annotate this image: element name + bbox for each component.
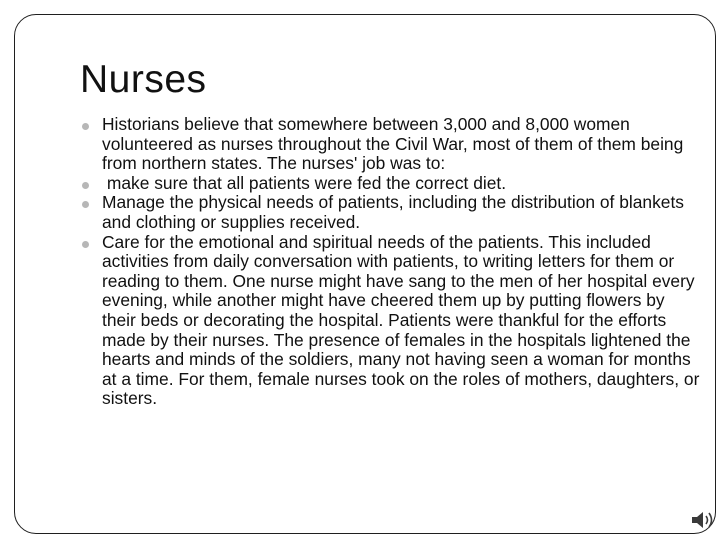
bullet-item [80, 174, 700, 194]
bullet-dot-icon [82, 123, 89, 130]
slide-title: Nurses [80, 58, 207, 101]
bullet-item [80, 193, 700, 232]
bullet-text: Historians believe that somewhere between 3,000 and 8,000 women volunteered as nurses throughout the Civil War, most of them of them being from northern states. The nurses' job was to: [102, 114, 684, 174]
bullet-list [80, 115, 700, 409]
bullet-item [80, 115, 700, 174]
bullet-item [80, 233, 700, 409]
bullet-text: Manage the physical needs of patients, including the distribution of blankets and clothing or supplies received. [102, 192, 684, 232]
bullet-dot-icon [82, 241, 89, 248]
speaker-icon[interactable] [690, 508, 716, 532]
bullet-text: Care for the emotional and spiritual needs of the patients. This included activities from daily conversation with patients, to writing letters for them or reading to them. One nurse might have sang to the men of her hospital every evening, while another might have cheered them up by putting flowers by their beds or decorating the hospital. Patients were thankful for the efforts made by their nurses. The presence of females in the hospitals lightened the hearts and minds of the soldiers, many not having seen a woman for months at a time. For them, female nurses took on the roles of mothers, daughters, or sisters. [102, 231, 700, 409]
bullet-dot-icon [82, 201, 89, 208]
bullet-dot-icon [82, 182, 89, 189]
bullet-text: make sure that all patients were fed the correct diet. [102, 172, 507, 193]
